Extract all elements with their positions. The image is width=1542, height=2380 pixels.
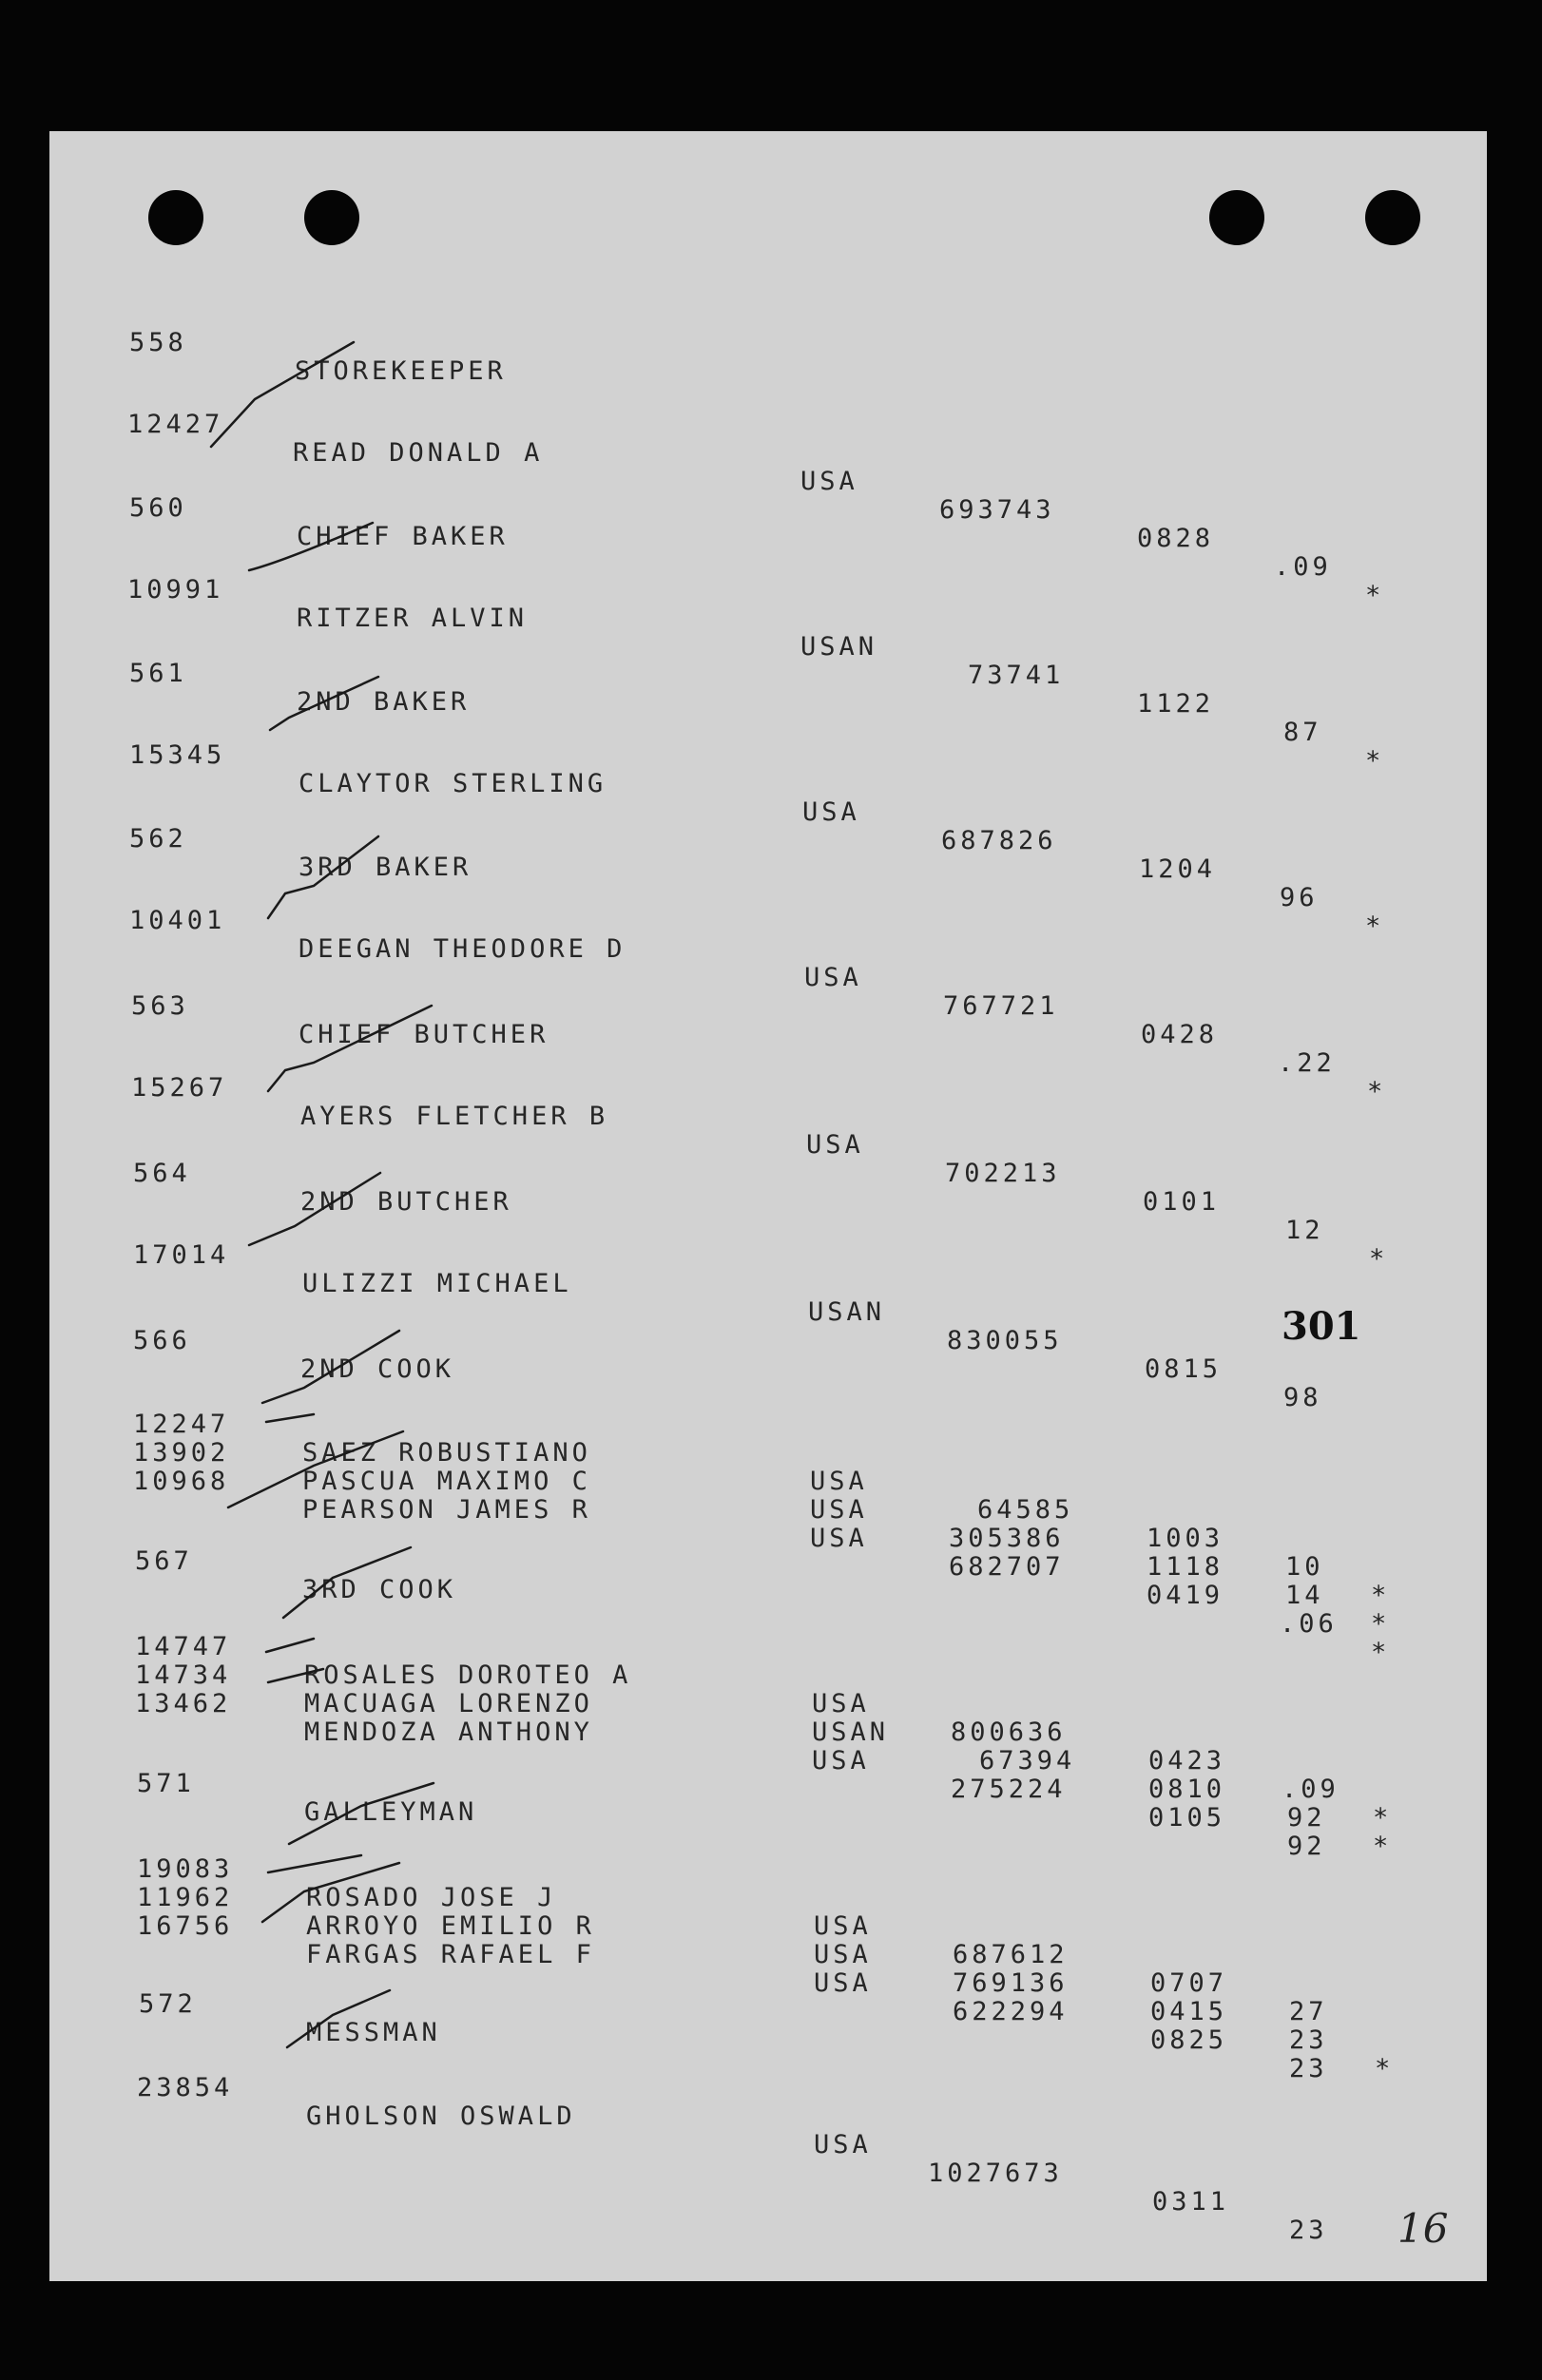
checkmark [249,523,373,570]
entry-name: MENDOZA ANTHONY [304,1718,593,1747]
entry-date: 0810 [1148,1775,1226,1804]
entry-reference: 622294 [953,1997,1069,2026]
entry-value: .09 [1274,552,1332,582]
checkmark [287,1990,390,2047]
entry-number: 11962 [137,1883,234,1912]
entry-nationality: USA [810,1467,868,1496]
entry-number: 17014 [133,1240,230,1270]
checkmark [249,1173,380,1245]
checkmark [268,1669,323,1682]
section-title: CHIEF BUTCHER [299,1020,549,1049]
entry-nationality: USAN [812,1718,890,1747]
entry-mark: * [1365,746,1385,776]
entry-date: 0419 [1147,1581,1224,1610]
section-code: 566 [133,1326,191,1355]
entry-nationality: USA [814,1968,872,1998]
entry-number: 16756 [137,1911,234,1941]
checkmark [262,1863,399,1922]
entry-mark: * [1371,1581,1391,1610]
checkmark [268,836,378,918]
handwritten-page-number: 16 [1397,2205,1449,2252]
entry-mark: * [1365,912,1385,941]
entry-nationality: USA [810,1524,868,1553]
entry-value: 27 [1289,1997,1328,2026]
entry-value: 96 [1280,883,1319,912]
entry-mark: * [1371,1638,1391,1667]
section-code: 563 [131,991,189,1021]
section-code: 564 [133,1159,191,1188]
checkmark [268,1855,361,1872]
entry-reference: 73741 [968,661,1065,690]
entry-value: .06 [1280,1609,1338,1639]
entry-reference: 67394 [979,1746,1076,1775]
entry-nationality: USA [814,1940,872,1969]
section-title: 3RD BAKER [299,853,472,882]
entry-value: 92 [1287,1803,1326,1833]
entry-value: 87 [1283,718,1322,747]
entry-date: 1118 [1147,1552,1224,1582]
entry-date: 0825 [1150,2025,1228,2055]
entry-name: ULIZZI MICHAEL [302,1269,572,1298]
entry-date: 0105 [1148,1803,1226,1833]
entry-number: 14734 [135,1660,232,1690]
entry-date: 1122 [1137,689,1215,719]
checkmark [283,1547,411,1618]
checkmark [289,1783,434,1844]
section-title: STOREKEEPER [295,356,507,386]
section-title: 2ND BAKER [297,687,471,717]
entry-name: CLAYTOR STERLING [299,769,607,798]
entry-number: 10991 [127,575,224,605]
entry-name: FARGAS RAFAEL F [306,1940,595,1969]
entry-value: 23 [1289,2054,1328,2083]
entry-mark: * [1375,2054,1395,2083]
checkmark [268,1006,432,1091]
entry-reference: 64585 [977,1495,1074,1525]
section-code: 560 [129,493,187,523]
entry-date: 1204 [1139,854,1217,884]
section-code: 572 [139,1989,197,2019]
checkmark [262,1331,399,1403]
entry-mark: * [1367,1077,1387,1106]
entry-reference: 693743 [939,495,1055,525]
section-code: 571 [137,1769,195,1798]
entry-reference: 800636 [951,1718,1067,1747]
entry-reference: 1027673 [928,2159,1063,2188]
section-title: 2ND COOK [300,1354,455,1384]
page-stamp: 301 [1282,1304,1361,1349]
entry-name: ARROYO EMILIO R [306,1911,595,1941]
entry-name: DEEGAN THEODORE D [299,934,626,964]
section-code: 558 [129,328,187,357]
section-title: 3RD COOK [302,1575,457,1604]
entry-value: 92 [1287,1832,1326,1861]
entry-reference: 275224 [951,1775,1067,1804]
entry-value: 23 [1289,2025,1328,2055]
section-code: 567 [135,1546,193,1576]
entry-number: 19083 [137,1854,234,1884]
entry-mark: * [1373,1803,1393,1833]
entry-date: 1003 [1147,1524,1224,1553]
entry-name: ROSALES DOROTEO A [304,1660,632,1690]
checkmark [228,1431,403,1507]
section-title: MESSMAN [306,2018,441,2047]
entry-nationality: USAN [808,1297,886,1327]
entry-date: 0428 [1141,1020,1219,1049]
entry-value: 10 [1285,1552,1324,1582]
section-title: 2ND BUTCHER [300,1187,512,1217]
entry-number: 15267 [131,1073,228,1103]
entry-reference: 305386 [949,1524,1065,1553]
checkmark [211,342,354,447]
entry-value: 14 [1285,1581,1324,1610]
entry-name: SAEZ ROBUSTIANO [302,1438,591,1468]
entry-date: 0828 [1137,524,1215,553]
entry-name: MACUAGA LORENZO [304,1689,593,1718]
entry-name: GHOLSON OSWALD [306,2102,576,2131]
entry-reference: 682707 [949,1552,1065,1582]
entry-name: RITZER ALVIN [297,604,529,633]
entry-nationality: USA [806,1130,864,1160]
section-code: 561 [129,659,187,688]
entry-value: .09 [1282,1775,1340,1804]
entry-value: 23 [1289,2216,1328,2245]
entry-reference: 830055 [947,1326,1063,1355]
entry-date: 0415 [1150,1997,1228,2026]
entry-mark: * [1371,1609,1391,1639]
entry-nationality: USA [812,1689,870,1718]
entry-date: 0707 [1150,1968,1228,1998]
entry-nationality: USA [800,467,858,496]
entry-nationality: USA [812,1746,870,1775]
entry-number: 10401 [129,906,226,935]
entry-mark: * [1369,1244,1389,1274]
entry-number: 13902 [133,1438,230,1468]
entry-name: READ DONALD A [293,438,544,468]
entry-nationality: USA [814,1911,872,1941]
entry-date: 0101 [1143,1187,1221,1217]
entry-nationality: USA [810,1495,868,1525]
entry-number: 14747 [135,1632,232,1661]
entry-date: 0311 [1152,2187,1230,2217]
entry-name: AYERS FLETCHER B [300,1102,609,1131]
entry-number: 15345 [129,740,226,770]
entry-nationality: USAN [800,632,878,662]
entry-date: 0423 [1148,1746,1226,1775]
checkmark [266,1639,314,1652]
entry-number: 12427 [127,410,224,439]
section-code: 562 [129,824,187,854]
entry-reference: 687612 [953,1940,1069,1969]
entry-reference: 687826 [941,826,1057,855]
entry-number: 13462 [135,1689,232,1718]
entry-value: .22 [1278,1048,1336,1078]
entry-nationality: USA [804,963,862,992]
entry-number: 23854 [137,2073,234,2102]
entry-name: PEARSON JAMES R [302,1495,591,1525]
entry-nationality: USA [814,2130,872,2159]
entry-value: 98 [1283,1383,1322,1412]
entry-value: 12 [1285,1216,1324,1245]
entry-reference: 767721 [943,991,1059,1021]
entry-mark: * [1373,1832,1393,1861]
section-title: CHIEF BAKER [297,522,509,551]
entry-name: PASCUA MAXIMO C [302,1467,591,1496]
entry-date: 0815 [1145,1354,1223,1384]
entry-reference: 702213 [945,1159,1061,1188]
entry-mark: * [1365,581,1385,610]
entry-number: 12247 [133,1410,230,1439]
checkmark [270,677,378,730]
checkmark [266,1414,314,1422]
entry-name: ROSADO JOSE J [306,1883,557,1912]
section-title: GALLEYMAN [304,1797,478,1827]
entry-nationality: USA [802,797,860,827]
entry-reference: 769136 [953,1968,1069,1998]
entry-number: 10968 [133,1467,230,1496]
